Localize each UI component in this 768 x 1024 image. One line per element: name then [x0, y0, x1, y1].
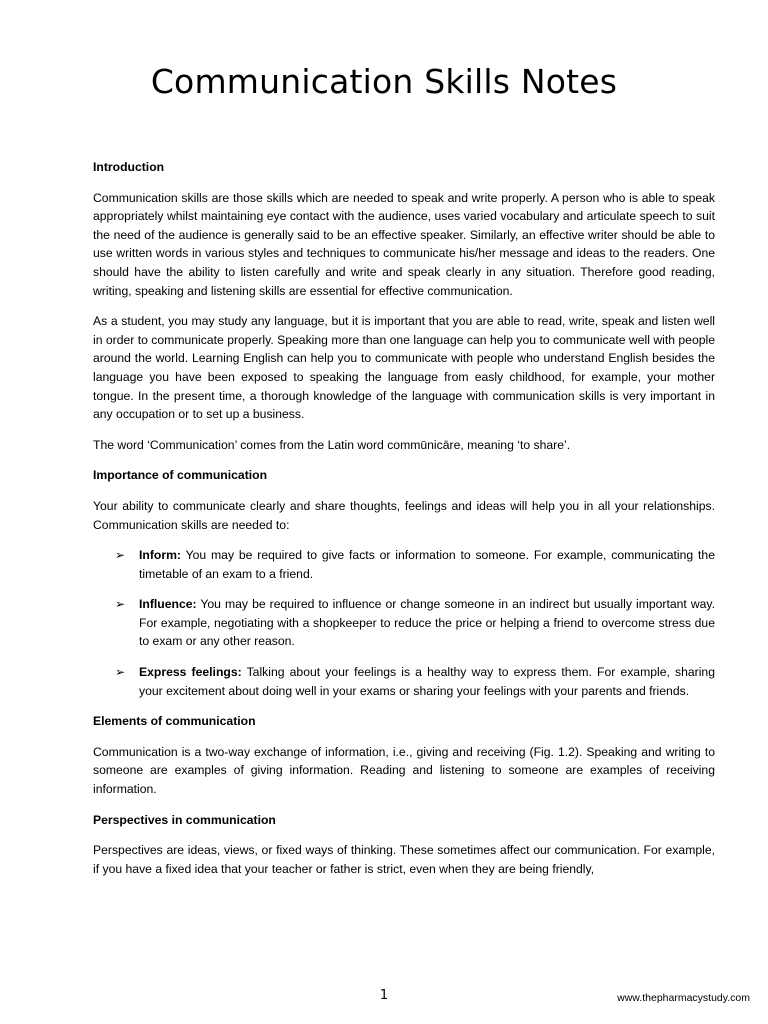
arrowhead-bullet-icon: ➢ — [115, 665, 126, 680]
heading-perspectives: Perspectives in communication — [93, 812, 276, 827]
arrowhead-bullet-icon: ➢ — [115, 597, 126, 612]
document-body — [93, 158, 715, 890]
page-number: 1 — [379, 988, 389, 1003]
bullet-item-influence — [93, 595, 715, 651]
heading-importance: Importance of communication — [93, 468, 268, 483]
arrowhead-bullet-icon: ➢ — [115, 548, 126, 563]
paragraph: As a student, you may study any language, but it is important that you are able to read, write, speak and listen well in order to communicate properly. Speaking more than one language can help you to communicate well with people around the world. Learning English can help you to communicate with people who understand English besides the language you have been exposed to speaking the language from easly childhood, for example, your mother tongue. In the present time, a thorough knowledge of the language with communication skills is very important in any occupation or to set up a business. — [93, 314, 715, 422]
paragraph: Communication skills are those skills which are needed to speak and write properly. A person who is able to speak appropriately whilst maintaining eye contact with the audience, uses varied vocabulary and articulate speech to suit the need of the audience is generally said to be an effective speaker. Similarly, an effective writer should be able to use written words in various styles and techniques to communicate his/her message and ideas to the readers. One should have the ability to listen carefully and write and speak clearly in any situation. Therefore good reading, writing, speaking and listening skills are essential for effective communication. — [93, 190, 715, 298]
bullet-text: Talking about your feelings is a healthy way to express them. For example, sharing your excitement about doing well in your exams or sharing your feelings with your parents and friends. — [139, 665, 715, 698]
bullet-list — [93, 546, 715, 700]
bullet-text: You may be required to influence or change someone in an indirect but usually important way. For example, negotiating with a shopkeeper to reduce the price or helping a friend to overcome stress due to exam or any other reason. — [139, 597, 715, 649]
website-url: www.thepharmacystudy.com — [617, 992, 750, 1004]
bullet-term: Express feelings: — [139, 665, 242, 680]
bullet-item-inform — [93, 546, 715, 583]
heading-elements: Elements of communication — [93, 714, 256, 729]
paragraph: Your ability to communicate clearly and share thoughts, feelings and ideas will help you in all your relationships. Communication skills are needed to: — [93, 498, 715, 532]
paragraph: Communication is a two-way exchange of information, i.e., giving and receiving (Fig. 1.2). Speaking and writing to someone are examples of giving information. Reading and listening to someone are examples of receiving information. — [93, 744, 715, 797]
bullet-text: You may be required to give facts or information to someone. For example, communicating the timetable of an exam to a friend. — [139, 548, 715, 581]
bullet-term: Influence: — [139, 597, 197, 612]
bullet-item-express-feelings — [93, 663, 715, 700]
bullet-term: Inform: — [139, 548, 181, 563]
document-title: Communication Skills Notes — [150, 62, 618, 101]
paragraph: Perspectives are ideas, views, or fixed ways of thinking. These sometimes affect our communication. For example, if you have a fixed idea that your teacher or father is strict, even when they are being friendly, — [93, 843, 715, 876]
paragraph: The word ‘Communication’ comes from the Latin word commūnicāre, meaning ‘to share’. — [93, 437, 571, 452]
heading-introduction: Introduction — [93, 160, 165, 174]
